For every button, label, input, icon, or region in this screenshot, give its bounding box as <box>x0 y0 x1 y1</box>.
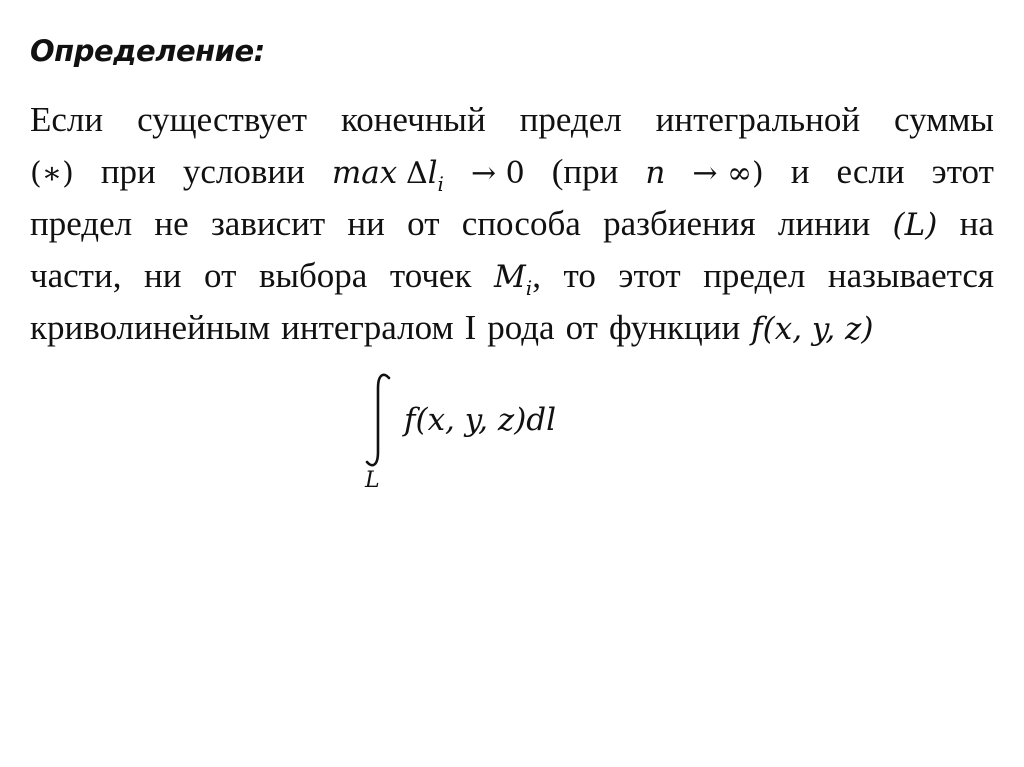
curve-l-symbol: (L) <box>892 207 938 243</box>
word: условии <box>182 152 305 191</box>
word: криволинейным <box>30 308 271 347</box>
m-symbol: M <box>494 259 526 295</box>
word: зависит <box>210 204 326 243</box>
word: при <box>100 152 156 191</box>
word: от <box>204 256 237 295</box>
delta-symbol: Δ <box>405 156 428 191</box>
word: Если <box>30 100 104 139</box>
word: интегралом <box>281 308 454 347</box>
word: от <box>565 308 598 347</box>
l-symbol: l <box>427 155 438 191</box>
word: этот <box>618 256 681 295</box>
paragraph-line-1 <box>30 94 994 146</box>
paragraph-line-2 <box>30 146 994 198</box>
word: от <box>407 204 440 243</box>
integral-lower-limit: L <box>365 468 380 493</box>
max-condition <box>332 146 444 202</box>
word: предел <box>519 100 622 139</box>
n-symbol: n <box>645 155 666 191</box>
subscript-i: i <box>437 172 444 196</box>
subscript-i: i <box>525 276 533 300</box>
word: линии <box>777 204 871 243</box>
integral-sign-icon <box>362 372 396 468</box>
word: функции <box>608 308 741 347</box>
word: ни <box>347 204 385 243</box>
arrow-to-zero: → 0 <box>470 156 525 191</box>
word: точек <box>389 256 472 295</box>
word: существует <box>137 100 308 139</box>
paragraph-line-4 <box>30 250 994 302</box>
paragraph-line-3 <box>30 198 994 250</box>
point-m-symbol <box>494 250 541 306</box>
word: и <box>790 152 810 191</box>
max-symbol: max <box>331 155 398 191</box>
word: на <box>959 204 994 243</box>
arrow-to-infinity: → ∞) <box>692 156 764 191</box>
word: то <box>563 256 596 295</box>
word: если <box>836 152 905 191</box>
word: называется <box>827 256 994 295</box>
word: рода <box>487 308 555 347</box>
paragraph-line-5 <box>30 302 994 354</box>
word: (при <box>551 152 619 191</box>
word: этот <box>931 152 994 191</box>
word: конечный <box>340 100 486 139</box>
word: интегральной <box>655 100 861 139</box>
word: не <box>154 204 189 243</box>
word: ни <box>144 256 182 295</box>
line-integral-formula <box>362 372 622 502</box>
word: части, <box>30 256 122 295</box>
word: разбиения <box>603 204 756 243</box>
word: предел <box>703 256 806 295</box>
word: суммы <box>894 100 994 139</box>
integrand: f(x, y, z)dl <box>404 402 557 438</box>
function-f-symbol: f(x, y, z) <box>751 311 874 347</box>
word: предел <box>30 204 133 243</box>
word: выбора <box>258 256 368 295</box>
word: I <box>464 308 477 347</box>
sum-reference: (∗) <box>30 156 74 191</box>
comma: , <box>532 256 541 295</box>
definition-heading: Определение: <box>30 34 265 68</box>
word: способа <box>461 204 581 243</box>
